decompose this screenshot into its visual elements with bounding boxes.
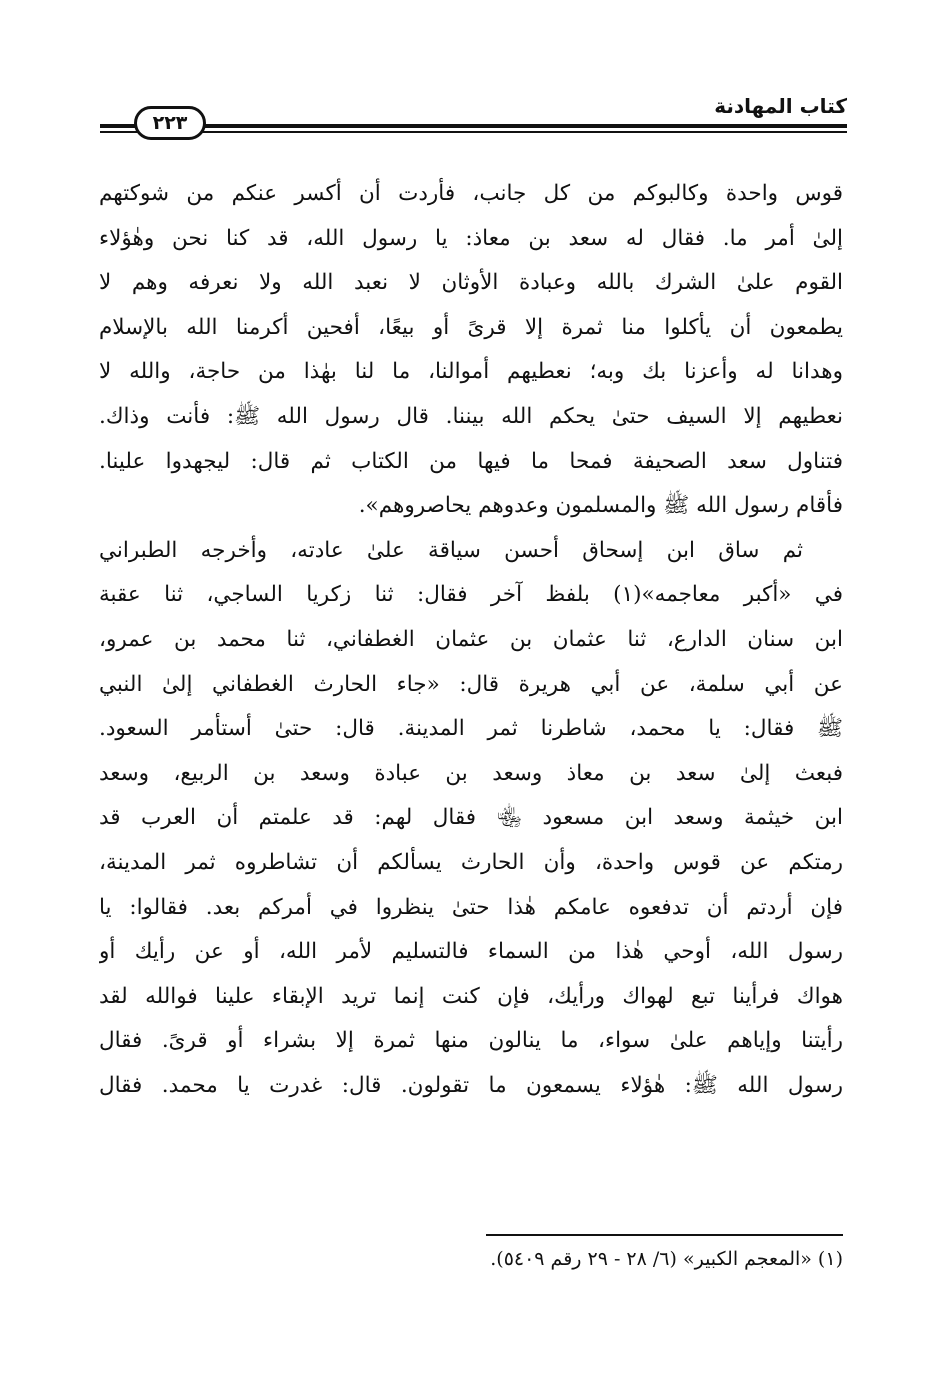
header-rule-thick xyxy=(100,124,847,128)
text-line: فإن أردتم أن تدفعوه عامكم هٰذا حتىٰ ينظروا في أمركم بعد. فقالوا: يا xyxy=(99,894,843,920)
page-header xyxy=(100,94,847,144)
footnote-separator xyxy=(486,1234,843,1236)
text-line: رسول الله، أوحي هٰذا من السماء فالتسليم لأمر الله، أو عن رأيك أو xyxy=(99,939,843,965)
text-line: عن أبي سلمة، عن أبي هريرة قال: «جاء الحارث الغطفاني إلىٰ النبي xyxy=(99,671,843,697)
text-line: نعطيهم إلا السيف حتىٰ يحكم الله بيننا. قال رسول الله ﷺ: فأنت وذاك. xyxy=(99,403,843,429)
text-line: في «أكبر معاجمه»(١) بلفظ آخر فقال: ثنا زكريا الساجي، ثنا عقبة xyxy=(99,582,843,608)
chapter-title: كتاب المهادنة xyxy=(714,94,847,118)
text-line: وهدانا له وأعزنا بك وبه؛ نعطيهم أموالنا، ما لنا بهٰذا من حاجة، والله لا xyxy=(99,359,843,385)
text-line: فأقام رسول الله ﷺ والمسلمون وعدوهم يحاصروهم». xyxy=(358,493,843,519)
text-line: ﷺ فقال: يا محمد، شاطرنا ثمر المدينة. قال: حتىٰ أستأمر السعود. xyxy=(99,716,843,742)
header-rule-thin xyxy=(100,131,847,133)
text-line: ابن سنان الدارع، ثنا عثمان بن عثمان الغطفاني، ثنا محمد بن عمرو، xyxy=(99,626,843,652)
footnote: (١) «المعجم الكبير» (٦/ ٢٨ - ٢٩ رقم ٥٤٠٩). xyxy=(490,1248,843,1270)
text-line: هواك فرأينا تبع لهواك ورأيك، فإن كنت إنما تريد الإبقاء علينا فوالله لقد xyxy=(99,983,843,1009)
text-line: ابن خيثمة وسعد ابن مسعود ﵄ فقال لهم: قد علمتم أن العرب قد xyxy=(99,805,843,831)
page-number: ٢٢٣ xyxy=(134,106,206,140)
text-line: يطمعون أن يأكلوا منا ثمرة إلا قرىً أو بيعًا، أفحين أكرمنا الله بالإسلام xyxy=(99,314,843,340)
text-line: ثم ساق ابن إسحاق أحسن سياقة علىٰ عادته، وأخرجه الطبراني xyxy=(99,537,803,563)
text-line: رأيتنا وإياهم علىٰ سواء، ما ينالون منها ثمرة إلا بشراء أو قرىً. فقال xyxy=(99,1028,843,1054)
text-line: رمتكم عن قوس واحدة، وأن الحارث يسألكم أن تشاطروه ثمر المدينة، xyxy=(99,849,843,875)
main-text xyxy=(99,172,843,1108)
text-line: فتناول سعد الصحيفة فمحا ما فيها من الكتاب ثم قال: ليجهدوا علينا. xyxy=(99,448,843,474)
text-line: رسول الله ﷺ: هٰؤلاء يسمعون ما تقولون. قال: غدرت يا محمد. فقال xyxy=(99,1072,843,1098)
text-line: القوم علىٰ الشرك بالله وعبادة الأوثان لا نعبد الله ولا نعرفه وهم لا xyxy=(99,270,843,296)
text-line: فبعث إلىٰ سعد بن معاذ وسعد بن عبادة وسعد بن الربيع، وسعد xyxy=(99,760,843,786)
text-line: قوس واحدة وكالبوكم من كل جانب، فأردت أن أكسر عنكم من شوكتهم xyxy=(99,181,843,206)
text-line: إلىٰ أمر ما. فقال له سعد بن معاذ: يا رسول الله، قد كنا نحن وهٰؤلاء xyxy=(99,225,843,251)
